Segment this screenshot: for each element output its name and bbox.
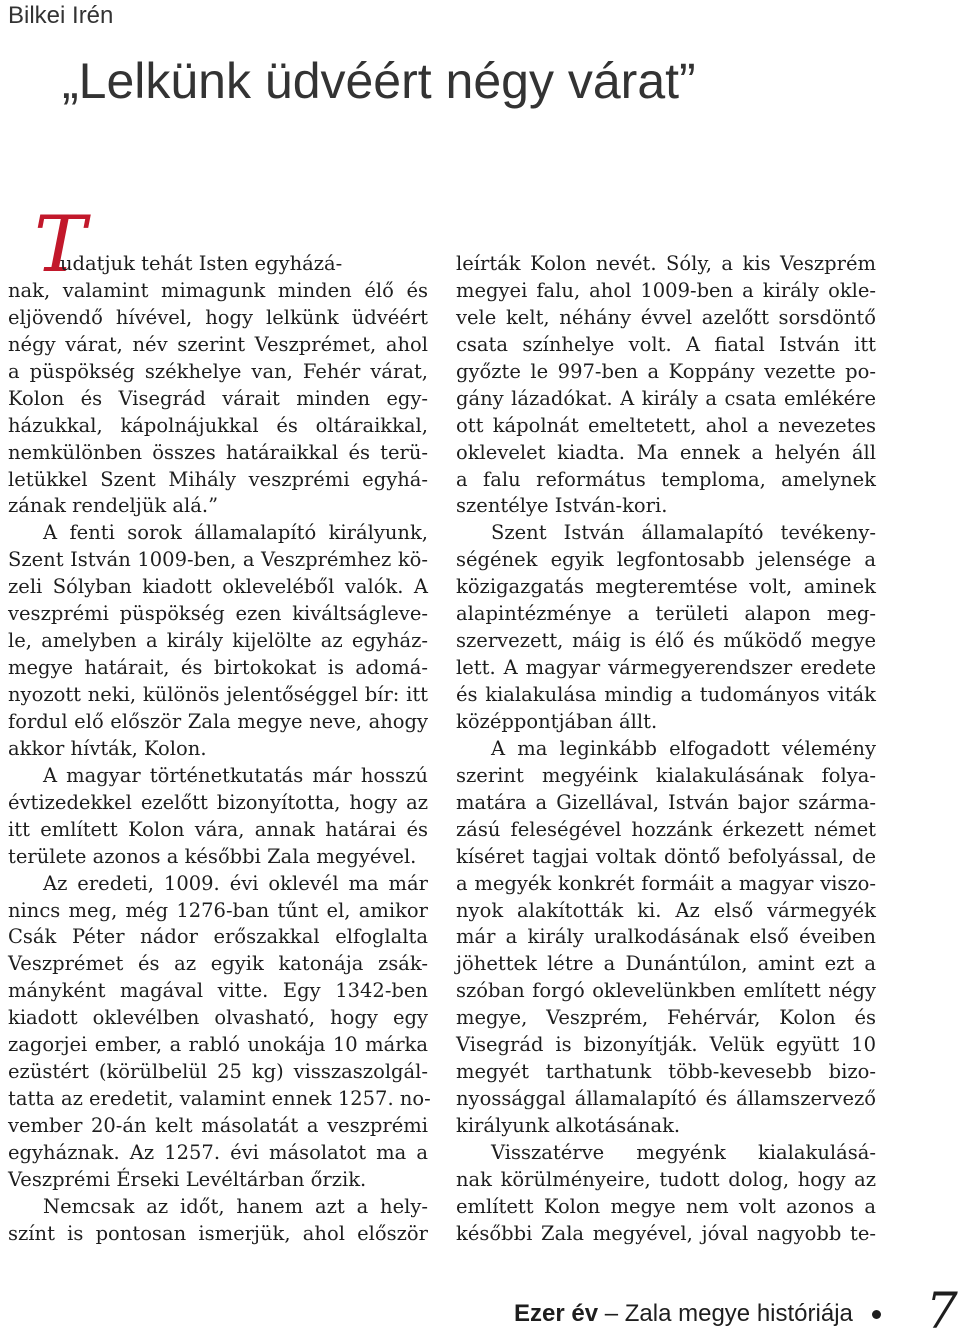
text-line: letükkel Szent Mihály veszprémi egyhá- <box>8 467 428 491</box>
text-line: nyossággal államalapító és államszervező <box>456 1087 876 1111</box>
text-line: a püspökség székhelye van, Fehér várat, <box>8 359 428 383</box>
text-line: évtizedekkel ezelőtt bizonyította, hogy az <box>8 790 428 814</box>
text-line: középpontjában állt. <box>456 709 658 733</box>
text-line: győzte le 997-ben a Koppány vezette po- <box>456 359 876 383</box>
text-line: Kolon és Visegrád várait minden egy- <box>8 386 428 410</box>
text-line: Veszprémi Érseki Levéltárban őrzik. <box>8 1167 367 1191</box>
text-line: területe azonos a későbbi Zala megyével. <box>8 844 417 868</box>
text-line: nak, valamint mimagunk minden élő és <box>8 278 428 302</box>
text-line: zeli Sólyban kiadott okleveléből valók. A <box>8 575 428 599</box>
text-line: Szent István államalapító tevékeny- <box>491 521 876 545</box>
text-line: oklevelet kiadta. Ma ennek a helyén áll <box>456 440 876 464</box>
footer <box>514 1300 881 1328</box>
text-line: nak körülményeire, tudott dolog, hogy az <box>456 1167 876 1191</box>
text-line: szóban forgó oklevelünkben említett négy <box>456 979 876 1003</box>
text-line: vele kelt, néhány évvel azelőtt sorsdöntő <box>456 305 876 329</box>
text-line: megyét tarthatunk több-kevesebb bizo- <box>456 1060 876 1084</box>
footer-brand: Ezer év <box>514 1300 599 1327</box>
footer-series: Zala megye históriája <box>624 1300 853 1327</box>
text-line: házukkal, kápolnájukkal és oltáraikkal, <box>8 413 428 437</box>
text-line: későbbi Zala megyével, jóval nagyobb te- <box>456 1221 876 1245</box>
text-line: és kialakulása mindig a tudományos viták <box>456 683 876 706</box>
text-line: megye, Veszprém, Fehérvár, Kolon és <box>456 1006 876 1030</box>
text-line: kíséret tagjai voltak döntő befolyással, de <box>456 844 876 868</box>
text-line: matára a Gizellával, István bajor szárma- <box>456 790 876 814</box>
text-line: királyunk alkotásának. <box>456 1114 681 1137</box>
text-line: szentélye István-kori. <box>456 494 668 518</box>
text-line: ezüstért (körülbelül 25 kg) visszaszolgál- <box>8 1060 428 1084</box>
text-line: zású feleségével hozzánk érkezett német <box>456 817 876 841</box>
text-line: A ma leginkább elfogadott vélemény <box>491 736 876 760</box>
text-line: le, amelyben a király kijelölte az egyház- <box>8 629 428 653</box>
text-line: A magyar történetkutatás már hosszú <box>43 763 428 787</box>
text-line: nyozott neki, különös jelentőséggel bír: itt <box>8 683 428 706</box>
text-line: színt is pontosan ismerjük, ahol először <box>8 1221 428 1245</box>
text-line: nincs meg, még 1276-ban tűnt el, amikor <box>8 898 428 922</box>
text-line: Szent István 1009-ben, a Veszprémhez kö- <box>8 548 428 572</box>
text-line: Nemcsak az időt, hanem azt a hely- <box>43 1194 428 1218</box>
author-name: Bilkei Irén <box>8 2 114 29</box>
text-line: eljövendő hívével, hogy lelkünk üdvéért <box>8 305 428 329</box>
text-line: megye határait, és birtokokat is adomá- <box>8 656 428 680</box>
text-line: zagorjei ember, a rabló unokája 10 márka <box>8 1033 428 1057</box>
text-line: akkor hívták, Kolon. <box>8 736 207 760</box>
text-line: közigazgatás megteremtése volt, aminek <box>456 575 876 599</box>
text-line: vember 20-án kelt másolatát a veszprémi <box>8 1114 428 1137</box>
footer-dash: – <box>604 1300 619 1327</box>
text-line: jöhettek létre a Dunántúlon, amint ezt a <box>456 952 876 976</box>
text-line: alapintézménye a területi alapon meg- <box>456 602 876 626</box>
right-column <box>456 251 876 1248</box>
text-line: lett. A magyar vármegyerendszer eredete <box>456 656 876 680</box>
article-title: „Lelkünk üdvéért négy várat” <box>62 53 696 109</box>
text-line: kiadott oklevélben olvasható, hogy egy <box>8 1006 428 1030</box>
text-line: fordul elő először Zala megye neve, ahogy <box>8 709 428 733</box>
text-line: mányként magával vitte. Egy 1342-ben <box>8 979 428 1003</box>
text-line: egyháznak. Az 1257. évi másolatot ma a <box>8 1140 428 1164</box>
text-line: a megyék konkrét formáit a magyar viszo- <box>456 871 876 895</box>
text-line: nyok alakították ki. Az első vármegyék <box>456 898 876 922</box>
text-line: Visszatérve megyénk kialakulásá- <box>491 1140 876 1164</box>
text-line: udatjuk tehát Isten egyházá- <box>60 252 343 275</box>
text-line: itt említett Kolon vára, annak határai és <box>8 817 428 841</box>
text-line: említett Kolon megye nem volt azonos a <box>456 1194 876 1218</box>
left-column <box>8 251 431 1248</box>
text-line: négy várat, név szerint Veszprémet, ahol <box>8 332 428 356</box>
text-line: már a király uralkodásának első éveiben <box>456 925 876 949</box>
text-line: a falu református temploma, amelynek <box>456 467 876 491</box>
text-line: leírták Kolon nevét. Sóly, a kis Veszprém <box>456 252 876 275</box>
drop-cap: T <box>34 200 87 290</box>
text-line: szerint megyéink kialakulásának folya- <box>456 763 876 787</box>
text-line: szervezett, máig is élő és működő megye <box>456 629 876 653</box>
page-number: 7 <box>926 1282 958 1340</box>
text-line: megyei falu, ahol 1009-ben a király okle- <box>456 278 876 302</box>
text-line: zának rendeljük alá.” <box>8 494 219 518</box>
text-line: ségének egyik legfontosabb jelensége a <box>456 548 876 572</box>
text-line: ott kápolnát emeltetett, ahol a nevezetes <box>456 413 876 437</box>
text-line: Visegrád is bizonyítják. Velük együtt 10 <box>456 1033 876 1057</box>
text-line: tatta az eredetit, valamint ennek 1257. no- <box>8 1087 431 1111</box>
text-line: veszprémi püspökség ezen kiváltságleve- <box>8 602 428 626</box>
text-line: A fenti sorok államalapító királyunk, <box>43 521 428 545</box>
text-line: gány lázadókat. A király a csata emlékére <box>456 386 876 410</box>
text-line: Veszprémet és az egyik katonája zsák- <box>8 952 428 976</box>
bullet-icon <box>872 1310 881 1319</box>
text-line: Csák Péter nádor erőszakkal elfoglalta <box>8 925 428 949</box>
text-line: csata színhelye volt. A fiatal István itt <box>456 332 876 356</box>
text-line: Az eredeti, 1009. évi oklevél ma már <box>43 871 428 895</box>
text-line: nemkülönben összes határaikkal és terü- <box>8 440 428 464</box>
